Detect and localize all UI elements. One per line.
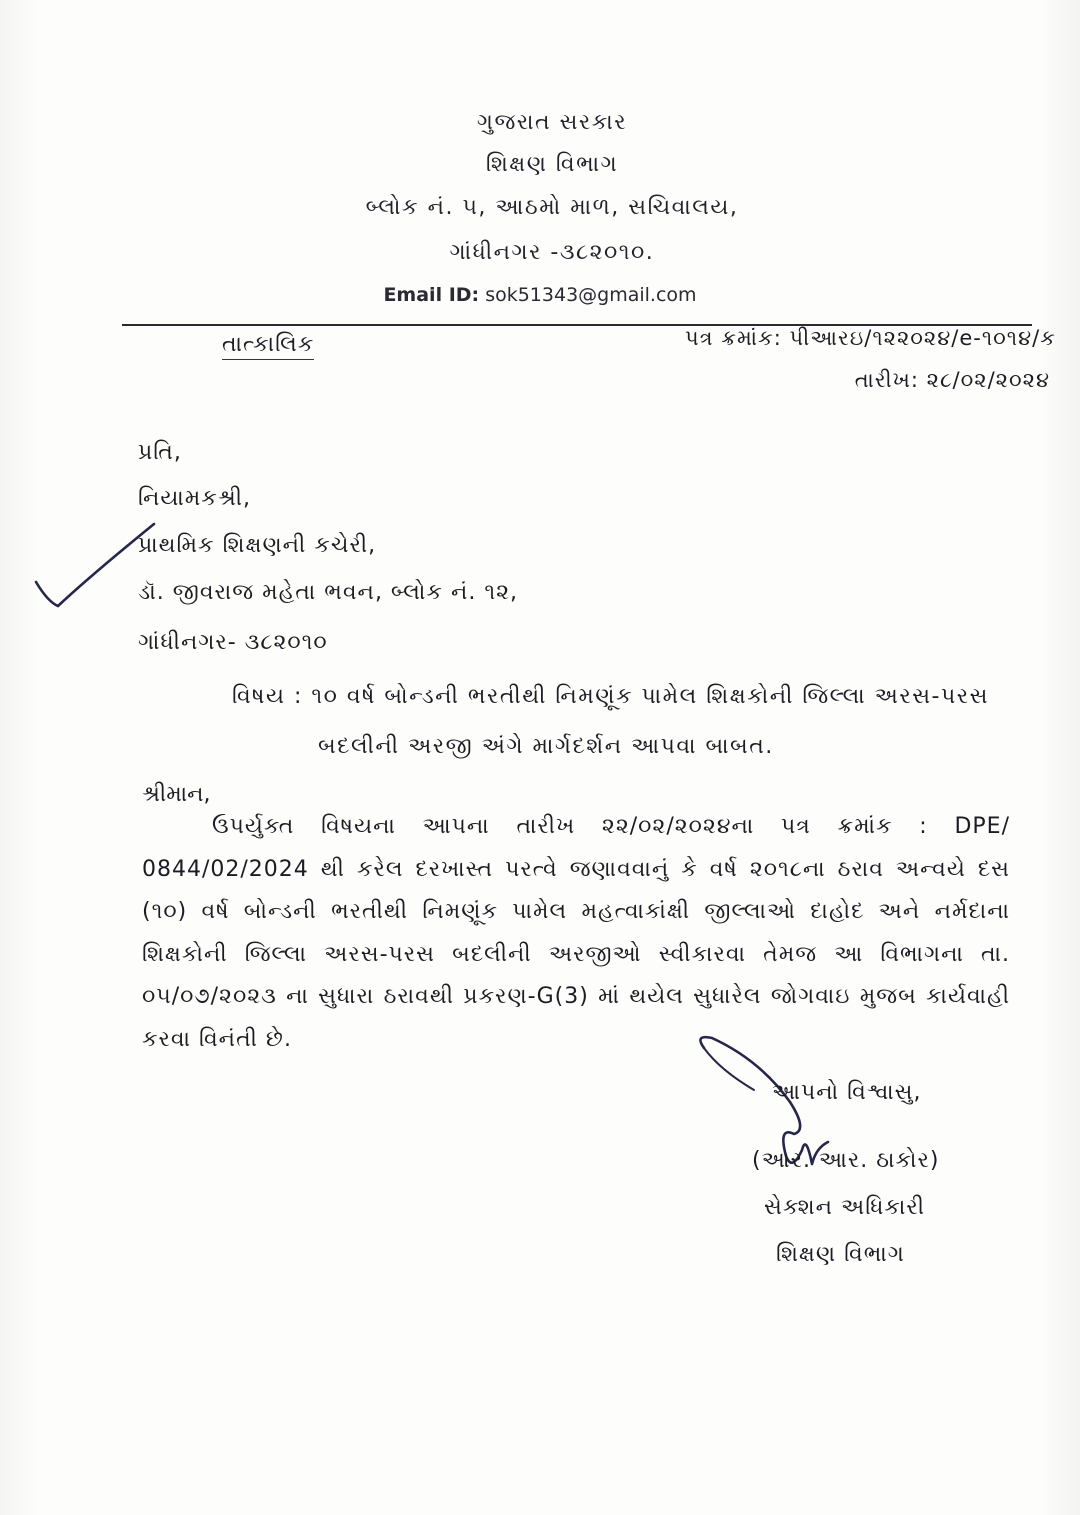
recipient-building: ડૉ. જીવરાજ મહેતા ભવન, બ્લોક નં. ૧૨,: [138, 580, 519, 605]
salutation: શ્રીમાન,: [142, 782, 211, 807]
recipient-office: પ્રાથમિક શિક્ષણની કચેરી,: [138, 533, 377, 558]
header-email-row: [0, 284, 1080, 306]
email-label: Email ID:: [383, 284, 480, 306]
header-department: શિક્ષણ વિભાગ: [485, 152, 619, 177]
letter-body: ઉપર્યુક્ત વિષયના આપના તારીખ ૨૨/૦૨/૨૦૨૪ના પત્ર ક્રમાંક : DPE/ 0844/02/2024 થી કરેલ દરખાસ્ત પરત્વે જણાવવાનું કે વર્ષ ૨૦૧૮ના ઠરાવ અન્વયે દસ (૧૦) વર્ષ બોન્ડની ભરતીથી નિમણૂંક પામેલ મહત્વાકાંક્ષી જીલ્લાઓ દાહોદ અને નર્મદાના શિક્ષકોની જિલ્લા અરસ-પરસ બદલીની અરજીઓ સ્વીકારવા તેમજ આ વિભાગના તા. ૦૫/૦૭/૨૦૨૩ ના સુધારા ઠરાવથી પ્રકરણ-G(3) માં થયેલ સુધારેલ જોગવાઇ મુજબ કાર્યવાહી કરવા વિનંતી છે.: [142, 814, 1010, 1052]
header-address: બ્લોક નં. ૫, આઠમો માળ, સચિવાલય,: [365, 195, 739, 220]
urgent-label: તાત્કાલિક: [222, 332, 314, 360]
recipient-to: પ્રતિ,: [138, 440, 182, 465]
signatory-department: શિક્ષણ વિભાગ: [776, 1242, 905, 1267]
header-city: ગાંધીનગર -૩૮૨૦૧૦.: [449, 240, 655, 265]
email-address: sok51343@gmail.com: [485, 284, 697, 306]
handwritten-tick-mark: [30, 510, 160, 620]
header-government: ગુજરાત સરકાર: [476, 110, 628, 135]
signatory-designation: સેક્શન અધિકારી: [764, 1195, 925, 1220]
letter-reference: પત્ર ક્રમાંક: પીઆરઇ/૧૨૨૦૨૪/e-૧૦૧૪/ક: [684, 326, 1056, 350]
recipient-city: ગાંધીનગર- ૩૮૨૦૧૦: [138, 630, 328, 655]
recipient-name: નિયામકશ્રી,: [138, 486, 252, 511]
signatory-name: (આર. આર. ઠાકોર): [752, 1148, 940, 1173]
letter-date: તારીખ: ૨૮/૦૨/૨૦૨૪: [854, 368, 1050, 392]
subject-line-2: બદલીની અરજી અંગે માર્ગદર્શન આપવા બાબત.: [318, 734, 774, 759]
subject-line-1: વિષય : ૧૦ વર્ષ બોન્ડની ભરતીથી નિમણૂંક પામેલ શિક્ષકોની જિલ્લા અરસ-પરસ: [232, 684, 989, 709]
subject-block: [232, 672, 1022, 772]
signature-closing: આપનો વિશ્વાસુ,: [772, 1080, 922, 1105]
